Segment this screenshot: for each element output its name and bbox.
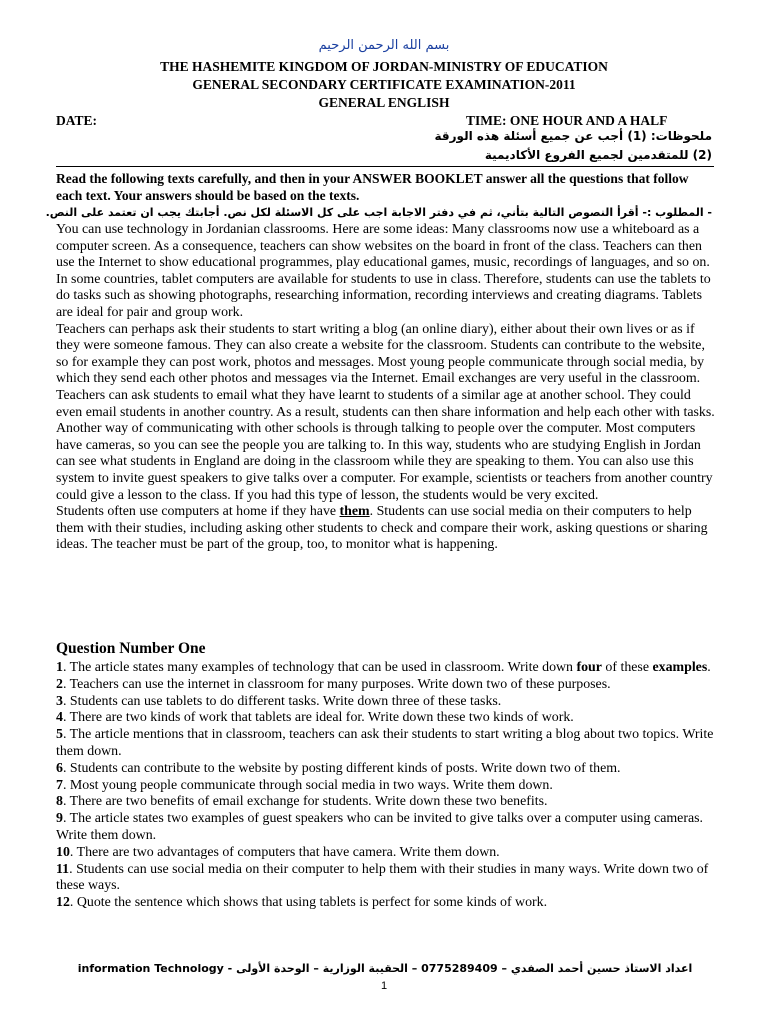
passage-paragraph-3: Another way of communicating with other schools is through talking to people over the computer. Most computers have cameras, so you can see the people you are talking to. In this way, students who are studying English in Jordan can see what students in England are doing in the classroom while they are speaking to them. You can also use this system to invite guest speakers to give talks over a computer. For example, scientists or teachers from another country could give a lesson to the class. If you had this type of lesson, the students would be very excited. [56, 421, 713, 503]
question-number: 5 [56, 727, 63, 743]
p4-before: Students often use computers at home if they have [56, 504, 340, 520]
reading-passage [56, 222, 718, 554]
p4-after: . Students can use social media on their computers to help them with their studies, including asking other students to check and compare their work, asking questions or sharing ideas. The teacher must be part of the group, too, to monitor what is happening. [56, 504, 708, 553]
date-label: DATE: [56, 113, 98, 128]
header-divider [56, 166, 714, 167]
question-number: 11 [56, 861, 70, 877]
question-text: . Most young people communicate through social media in two ways. Write them down. [62, 777, 553, 793]
question-item [56, 660, 716, 677]
question-text: . Teachers can use the internet in classroom for many purposes. Write down two of these purposes. [62, 676, 611, 692]
question-title: Question Number One [56, 640, 206, 657]
question-item [56, 845, 716, 862]
question-item [56, 677, 716, 694]
question-emphasis: four [576, 660, 602, 675]
question-item [56, 794, 716, 811]
passage-paragraph-2: Teachers can perhaps ask their students to start writing a blog (an online diary), either about their own lives or as if they were someone famous. They can also create a website for the classroom. Students can contribute to the website, so for example they can post work, photos and messages. Most young people communicate through social media, by which they send each other photos and messages via the Internet. Email exchanges are very useful in the classroom. Teachers can ask students to email what they have learnt to students of a similar age at another school. They could even email students in another country. As a result, students can then share information and help each other with tasks. [56, 321, 715, 420]
question-number: 4 [56, 710, 63, 726]
question-number: 9 [56, 811, 63, 827]
basmala: بسم الله الرحمن الرحيم [318, 38, 450, 53]
question-text: . There are two advantages of computers that have camera. Write them down. [69, 844, 500, 860]
question-item [56, 694, 716, 711]
subject-title: GENERAL ENGLISH [318, 95, 450, 110]
question-text: . There are two benefits of email exchange for students. Write down these two benefits. [62, 794, 548, 810]
question-number: 2 [56, 676, 63, 692]
ministry-title: THE HASHEMITE KINGDOM OF JORDAN-MINISTRY OF EDUCATION [160, 59, 608, 74]
question-text: . The article states two examples of guest speakers who can be invited to give talks over a computer using cameras. Write them down. [56, 811, 704, 843]
question-item [56, 778, 716, 795]
question-item [56, 727, 716, 761]
question-text: of these [601, 660, 653, 675]
question-emphasis: examples [652, 660, 708, 675]
question-item [56, 710, 716, 727]
question-text: . Quote the sentence which shows that using tablets is perfect for some kinds of work. [69, 895, 548, 911]
question-number: 12 [56, 895, 70, 911]
question-number: 6 [56, 760, 63, 776]
question-list [56, 660, 716, 912]
page-number: 1 [380, 980, 388, 992]
question-number: 8 [56, 794, 63, 810]
question-text: . Students can use social media on their computer to help them with their studies in many ways. Write down two of these ways. [56, 861, 709, 894]
question-number: 10 [56, 844, 70, 860]
question-item [56, 862, 716, 896]
question-text: . [707, 660, 711, 675]
them-word: them [339, 504, 370, 520]
instructions-arabic: - المطلوب :- أقرأ النصوص التالية بتأني، ثم في دفتر الاجابة اجب على كل الاسئلة لكل نص. أجابتك يجب ان تعتمد على النص. [45, 206, 712, 219]
note-two: (2) للمتقدمين لجميع الفروع الأكاديمية [484, 148, 712, 162]
question-text: . Students can contribute to the website by posting different kinds of posts. Write down two of them. [62, 760, 621, 776]
question-text: . The article mentions that in classroom, teachers can ask their students to start writing a blog about two topics. Write them down. [56, 727, 714, 759]
note-one: ملحوظات: (1) أجب عن جميع أسئلة هذه الورقة [434, 129, 712, 143]
question-text: . Students can use tablets to do different tasks. Write down three of these tasks. [62, 693, 502, 709]
question-text: . There are two kinds of work that tablets are ideal for. Write down these two kinds of work. [62, 710, 574, 726]
exam-title: GENERAL SECONDARY CERTIFICATE EXAMINATION-2011 [192, 77, 576, 92]
page-footer: اعداد الاستاذ حسين أحمد الصفدي – 0775289409 – الحقيبة الوزارية – الوحدة الأولى - information Technology [77, 962, 693, 975]
instructions-english: Read the following texts carefully, and then in your ANSWER BOOKLET answer all the questions that follow each text. Your answers should be based on the texts. [56, 171, 689, 203]
question-number: 7 [56, 777, 63, 793]
question-item [56, 895, 716, 912]
question-item [56, 761, 716, 778]
passage-paragraph-4 [56, 504, 718, 554]
question-number: 1 [56, 660, 63, 675]
question-item [56, 811, 716, 845]
time-label: TIME: ONE HOUR AND A HALF [466, 113, 668, 128]
passage-paragraph-1: You can use technology in Jordanian classrooms. Here are some ideas: Many classrooms now use a whiteboard as a computer screen. As a consequence, teachers can show websites on the board in front of the class. Teachers can then use the Internet to show educational programmes, play educational games, music, recordings of languages, and so on. In some countries, tablet computers are available for students to use in class. Therefore, students can use the tablets to do tasks such as showing photographs, researching information, recording interviews and creating diagrams. Tablets are ideal for pair and group work. [56, 222, 711, 320]
question-number: 3 [56, 693, 63, 709]
question-text: . The article states many examples of technology that can be used in classroom. Write down [62, 660, 577, 675]
